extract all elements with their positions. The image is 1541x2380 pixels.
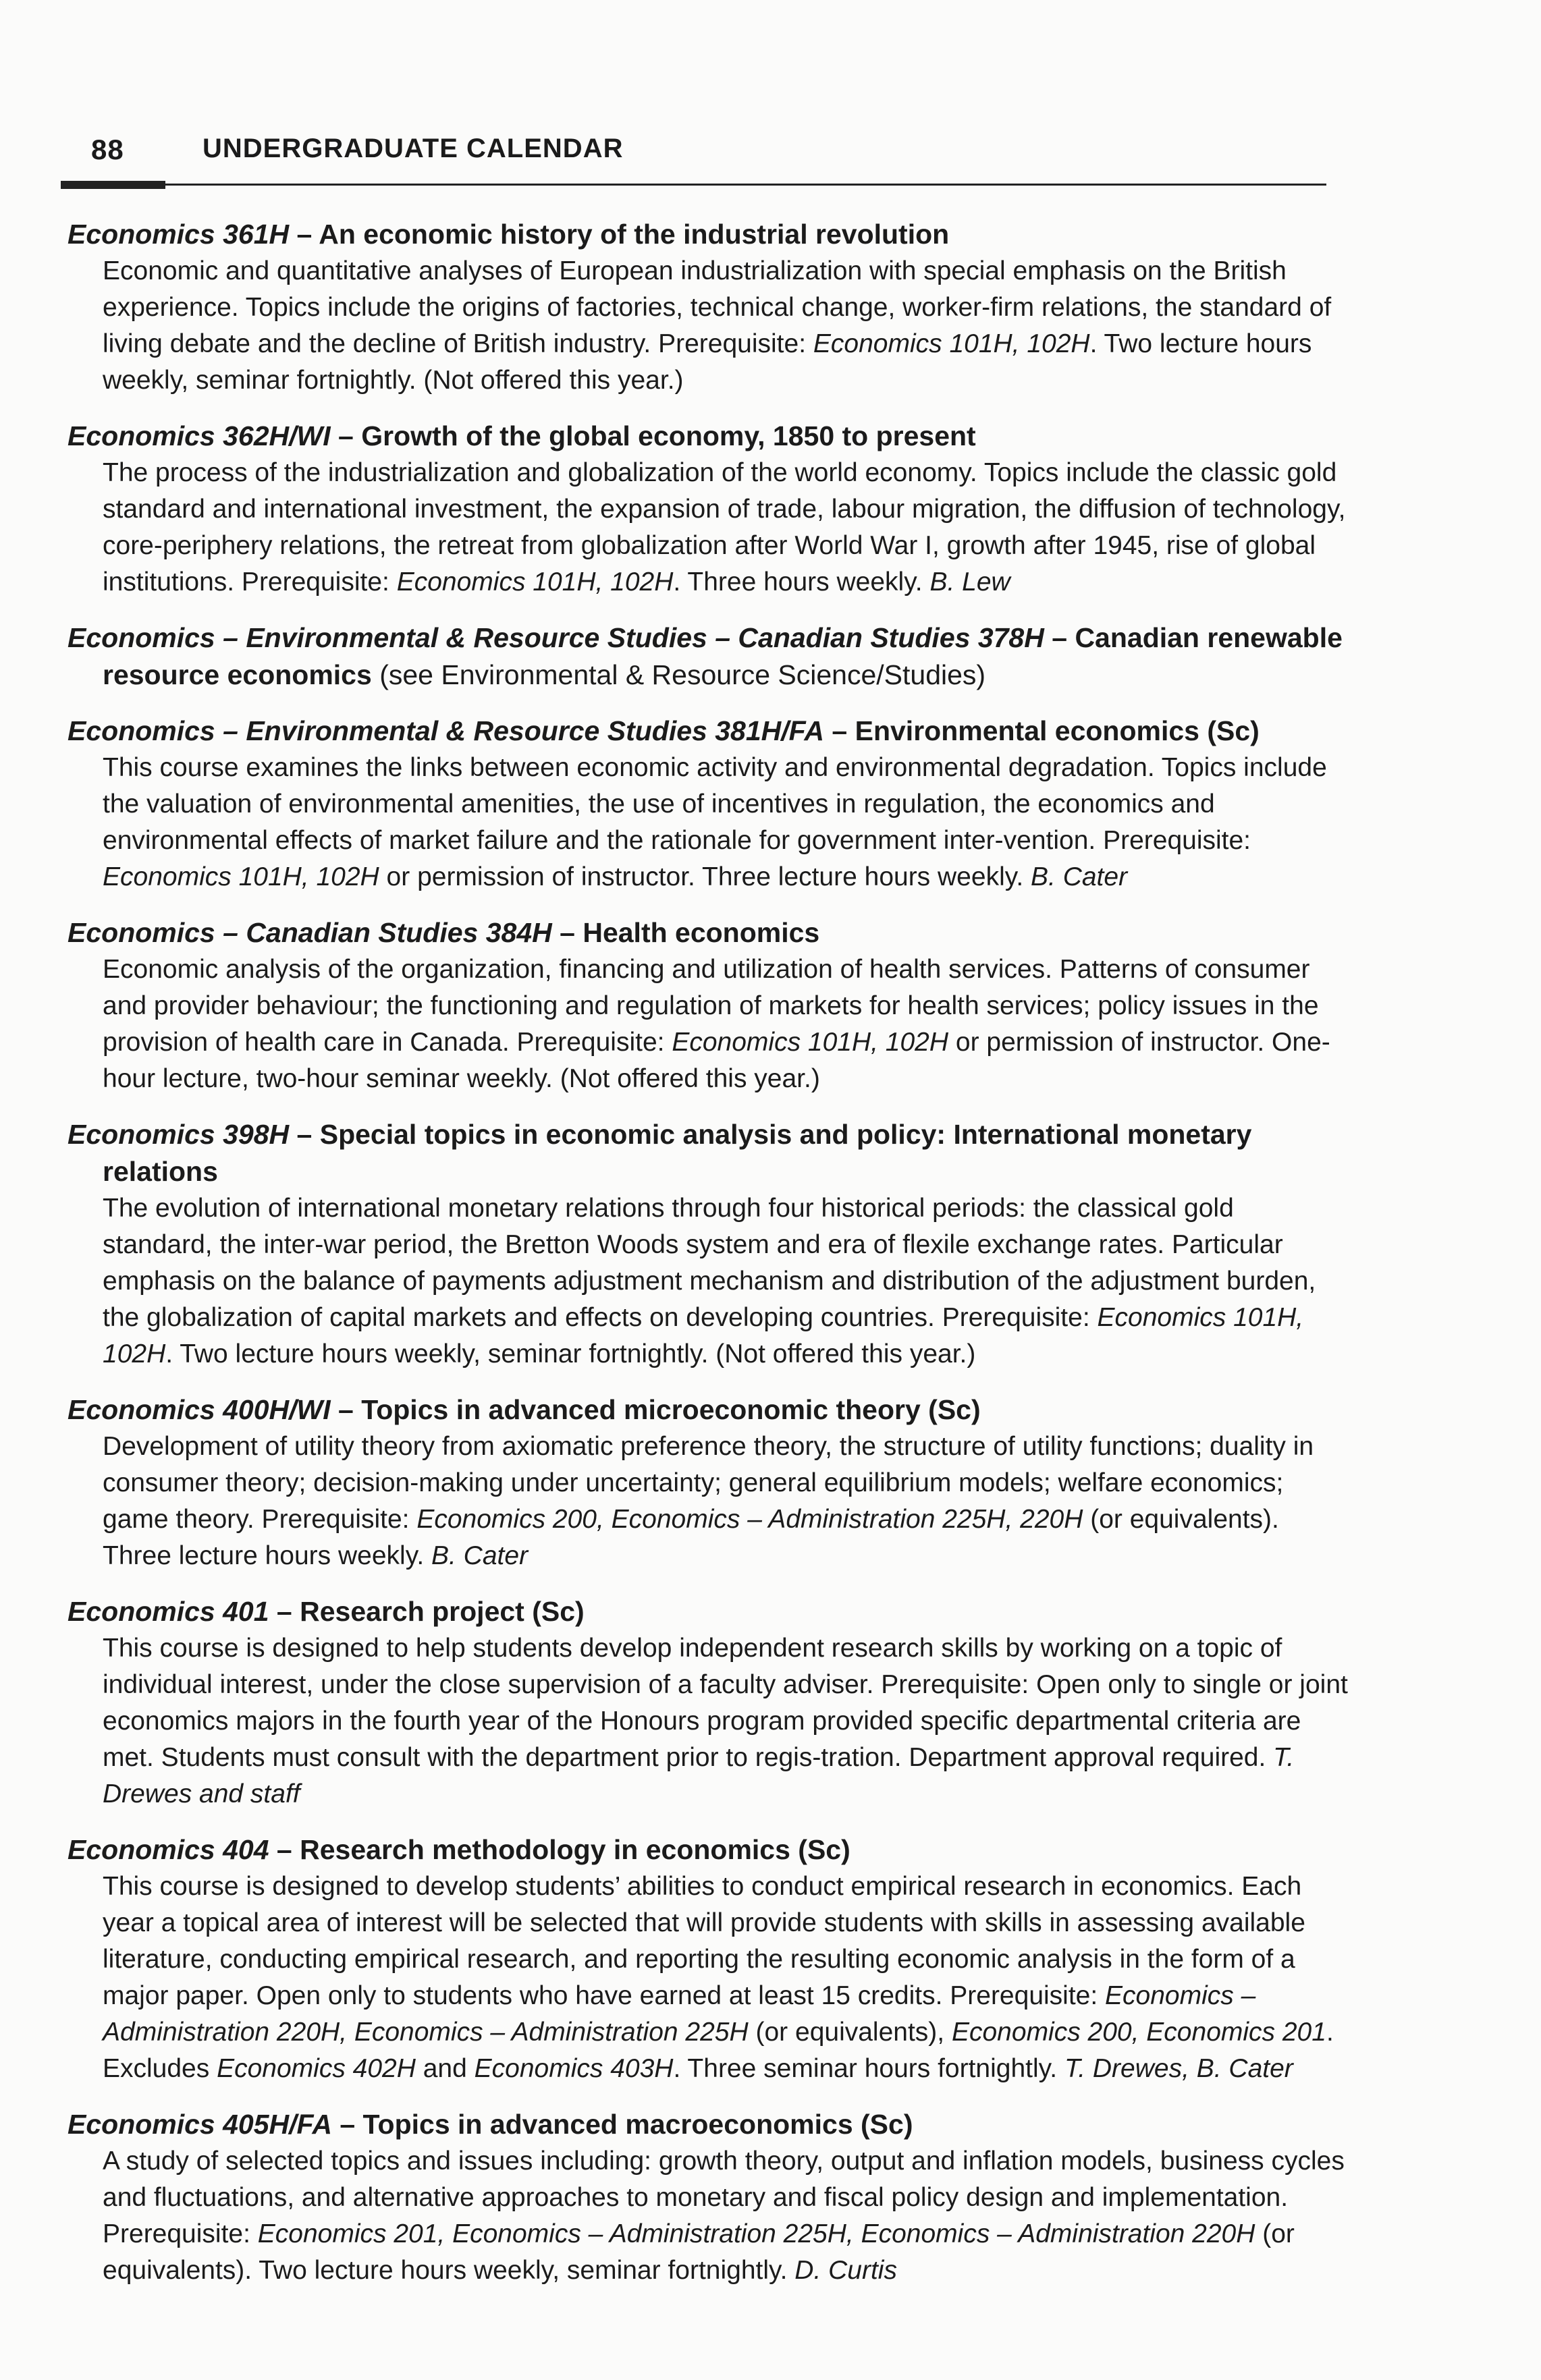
description-text: Economic and quantitative analyses of European industrialization with special emphasis on the British experience. Topics include the origins of factories, technical change, worker-firm relations, the standard of living debate and the decline of British industry. Prerequisite:	[103, 256, 1332, 358]
heading-dash: –	[330, 420, 362, 451]
course-entry	[67, 418, 1350, 601]
description-text: (or equivalents). Two lecture hours weekly, seminar fortnightly.	[103, 2219, 1295, 2285]
course-title: An economic history of the industrial revolution	[319, 219, 950, 250]
excluded-course: Economics 403H	[474, 2054, 674, 2083]
course-heading	[67, 619, 1350, 694]
description-text: . Two lecture hours weekly, seminar fortnightly. (Not offered this year.)	[103, 329, 1312, 395]
course-description	[103, 2143, 1350, 2289]
course-heading	[67, 418, 1350, 455]
course-description	[103, 951, 1350, 1097]
instructor: B. Cater	[1031, 862, 1128, 891]
description-text: This course examines the links between economic activity and environmental degradation. Topics include the valuation of environmental amenities, the use of incentives in regulation, the economics and environmental effects of market failure and the rationale for government inter-vention. Prerequisite:	[103, 753, 1327, 855]
description-text: This course is designed to develop students’ abilities to conduct empirical research in economics. Each year a topical area of interest will be selected that will provide students with skills in assessing available literature, conducting empirical research, and reporting the resulting economic analysis in the form of a major paper. Open only to students who have earned at least 15 credits. Prerequisite:	[103, 1872, 1305, 2010]
heading-dash: –	[289, 1119, 320, 1150]
course-description	[103, 1429, 1350, 1574]
description-text: . Two lecture hours weekly, seminar fortnightly. (Not offered this year.)	[165, 1339, 976, 1368]
course-title: Health economics	[583, 917, 820, 948]
course-heading	[67, 1593, 1350, 1630]
prerequisite-courses: Economics 200, Economics – Administration 225H, 220H	[416, 1505, 1083, 1534]
instructor: B. Lew	[929, 568, 1010, 597]
description-text: The evolution of international monetary relations through four historical periods: the classical gold standard, the inter-war period, the Bretton Woods system and era of flexile exchange rates. Particular emphasis on the balance of payments adjustment mechanism and distribution of the adjustment burden, the globalization of capital markets and effects on developing countries. Prerequisite:	[103, 1194, 1316, 1332]
description-text: This course is designed to help students develop independent research skills by working on a topic of individual interest, under the close supervision of a faculty adviser. Prerequisite: Open only to single or joint economics majors in the fourth year of the Honours program provided specific departmental criteria are met. Students must consult with the department prior to regis-tration. Department approval required.	[103, 1634, 1348, 1772]
course-heading	[67, 1116, 1350, 1190]
prerequisite-courses: Economics 101H, 102H	[103, 862, 379, 891]
prerequisite-courses: Economics 101H, 102H	[672, 1028, 949, 1057]
running-head: UNDERGRADUATE CALENDAR	[202, 134, 624, 163]
description-text: (or equivalents). Three lecture hours weekly.	[103, 1505, 1279, 1570]
course-title: Canadian renewable resource economics	[103, 622, 1343, 690]
course-entry	[67, 216, 1350, 399]
header-rule	[61, 184, 1326, 186]
course-entry	[67, 2106, 1350, 2289]
prerequisite-courses: Economics – Administration 220H, Economics – Administration 225H	[103, 1981, 1256, 2047]
description-text: . Excludes	[103, 2018, 1334, 2083]
course-description	[103, 1190, 1350, 1373]
excluded-course: Economics 402H	[217, 2054, 416, 2083]
description-text: or permission of instructor. One-hour lecture, two-hour seminar weekly. (Not offered this year.)	[103, 1028, 1330, 1093]
cross-reference-note: (see Environmental & Resource Science/Studies)	[379, 659, 986, 690]
prerequisite-courses: Economics 201, Economics – Administration 225H, Economics – Administration 220H	[257, 2219, 1255, 2248]
course-entry	[67, 1116, 1350, 1373]
heading-dash: –	[1044, 622, 1075, 653]
prerequisite-courses: Economics 101H, 102H	[103, 1303, 1304, 1368]
course-title: Topics in advanced microeconomic theory (Sc)	[361, 1394, 981, 1425]
course-code: Economics – Environmental & Resource Studies 381H/FA	[67, 715, 825, 746]
description-text: . Three hours weekly.	[673, 568, 930, 597]
course-heading	[67, 1831, 1350, 1869]
instructor: T. Drewes, B. Cater	[1064, 2054, 1293, 2083]
prerequisite-courses: Economics 200, Economics 201	[951, 2018, 1326, 2047]
description-text: or permission of instructor. Three lecture hours weekly.	[379, 862, 1031, 891]
course-heading	[67, 1391, 1350, 1429]
course-entry	[67, 619, 1350, 694]
course-entry	[67, 914, 1350, 1097]
description-text: (or equivalents),	[748, 2018, 952, 2047]
instructor: D. Curtis	[794, 2256, 897, 2285]
description-text: and	[415, 2054, 475, 2083]
description-text: Economic analysis of the organization, financing and utilization of health services. Patterns of consumer and provider behaviour; the functioning and regulation of markets for health services; policy issues in the provision of health care in Canada. Prerequisite:	[103, 955, 1319, 1057]
course-code: Economics 405H/FA	[67, 2109, 332, 2140]
course-title: Topics in advanced macroeconomics (Sc)	[362, 2109, 913, 2140]
course-title: Environmental economics (Sc)	[855, 715, 1260, 746]
prerequisite-courses: Economics 101H, 102H	[396, 568, 674, 597]
prerequisite-courses: Economics 101H, 102H	[813, 329, 1090, 358]
course-list	[67, 216, 1350, 2308]
description-text: A study of selected topics and issues including: growth theory, output and inflation models, business cycles and fluctuations, and alternative approaches to monetary and fiscal policy design and implementation. Prerequisite:	[103, 2147, 1345, 2248]
heading-dash: –	[824, 715, 855, 746]
course-heading	[67, 2106, 1350, 2143]
course-title: Research project (Sc)	[300, 1596, 585, 1627]
heading-dash: –	[331, 2109, 363, 2140]
course-description	[103, 1630, 1350, 1812]
course-code: Economics 362H/WI	[67, 420, 331, 451]
course-title: Special topics in economic analysis and policy: International monetary relations	[103, 1119, 1252, 1187]
course-title: Growth of the global economy, 1850 to present	[361, 420, 976, 451]
instructor: T. Drewes and staff	[103, 1743, 1295, 1808]
course-entry	[67, 1391, 1350, 1574]
course-code: Economics 404	[67, 1834, 269, 1865]
page-number: 88	[91, 134, 124, 165]
course-code: Economics – Canadian Studies 384H	[67, 917, 552, 948]
instructor: B. Cater	[431, 1541, 529, 1570]
course-description	[103, 253, 1350, 399]
course-code: Economics – Environmental & Resource Studies – Canadian Studies 378H	[67, 622, 1044, 653]
course-entry	[67, 713, 1350, 895]
course-title: Research methodology in economics (Sc)	[300, 1834, 850, 1865]
course-description	[103, 1869, 1350, 2087]
course-code: Economics 401	[67, 1596, 269, 1627]
course-description	[103, 455, 1350, 601]
course-entry	[67, 1593, 1350, 1812]
course-code: Economics 361H	[67, 219, 290, 250]
header-rule-block	[61, 181, 165, 189]
heading-dash: –	[551, 917, 583, 948]
description-text: Development of utility theory from axiomatic preference theory, the structure of utility functions; duality in consumer theory; decision-making under uncertainty; general equilibrium models; welfare economics; game theory. Prerequisite:	[103, 1432, 1314, 1534]
course-description	[103, 750, 1350, 895]
heading-dash: –	[269, 1596, 300, 1627]
course-heading	[67, 713, 1350, 750]
course-heading	[67, 914, 1350, 951]
description-text: The process of the industrialization and globalization of the world economy. Topics include the classic gold standard and international investment, the expansion of trade, labour migration, the diffusion of technology, core-periphery relations, the retreat from globalization after World War I, growth after 1945, rise of global institutions. Prerequisite:	[103, 458, 1346, 597]
page-header	[91, 128, 1326, 189]
heading-dash: –	[269, 1834, 300, 1865]
description-text: . Three seminar hours fortnightly.	[673, 2054, 1064, 2083]
course-entry	[67, 1831, 1350, 2087]
course-code: Economics 398H	[67, 1119, 290, 1150]
course-heading	[67, 216, 1350, 253]
heading-dash: –	[289, 219, 319, 250]
course-code: Economics 400H/WI	[67, 1394, 331, 1425]
heading-dash: –	[330, 1394, 362, 1425]
